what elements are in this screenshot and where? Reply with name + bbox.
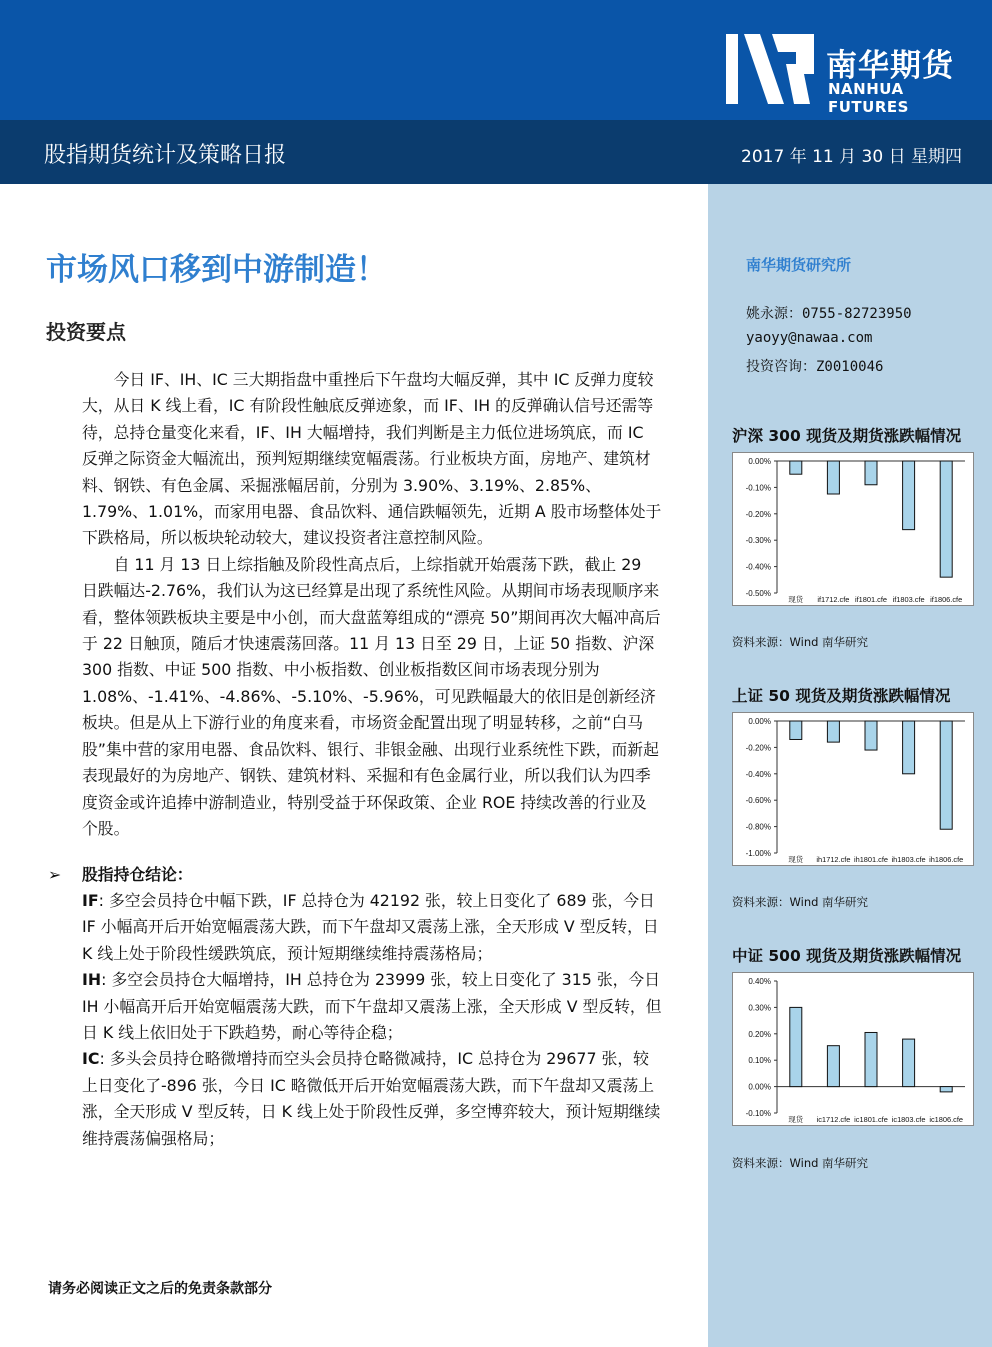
holdings-list	[82, 888, 662, 1152]
analyst-email[interactable]: yaoyy@nawaa.com	[746, 330, 873, 346]
chart-title: 沪深 300 现货及期货涨跌幅情况	[732, 427, 962, 445]
x-tick-label: 现货	[788, 595, 804, 604]
y-tick-label: -0.60%	[745, 796, 771, 806]
holdings-heading-label: 股指持仓结论：	[82, 865, 193, 884]
holding-item	[82, 967, 662, 1046]
x-tick-label: ic1801.cfe	[854, 1115, 888, 1124]
section-heading: 投资要点	[46, 320, 126, 344]
report-header-bar	[0, 120, 992, 184]
x-tick-label: ih1803.cfe	[891, 855, 926, 864]
bar	[903, 721, 915, 774]
holding-text: : 多空会员持仓大幅增持，IH 总持仓为 23999 张，较上日变化了 315 张，今日 IH 小幅高开后开始宽幅震荡大跌，而下午盘却又震荡上涨，全天形成 V 型反转，但日 K 线上依旧处于下跌趋势，耐心等待企稳；	[82, 970, 662, 1043]
x-tick-label: ih1712.cfe	[816, 855, 851, 864]
x-tick-label: ih1801.cfe	[853, 855, 889, 864]
x-tick-label: if1712.cfe	[817, 595, 850, 604]
x-tick-label: if1803.cfe	[892, 595, 925, 604]
company-logo	[726, 34, 976, 116]
y-tick-label: 0.00%	[748, 1082, 771, 1092]
report-date: 2017 年 11 月 30 日 星期四	[741, 147, 962, 167]
bar	[865, 1032, 877, 1086]
y-tick-label: -0.40%	[745, 769, 771, 779]
paragraph: 今日 IF、IH、IC 三大期指盘中重挫后下午盘均大幅反弹，其中 IC 反弹力度较大，从日 K 线上看，IC 有阶段性触底反弹迹象，而 IF、IH 的反弹确认信号还需等待，总持仓量变化来看，IF、IH 大幅增持，我们判断是主力低位进场筑底，而 IC 反弹之际资金大幅流出，预判短期继续宽幅震荡。行业板块方面，房地产、建筑材料、钢铁、有色金属、采掘涨幅居前，分别为 3.90%、3.19%、2.85%、1.79%、1.01%，而家用电器、食品饮料、通信跌幅领先，近期 A 股市场整体处于下跌格局，所以板块轮动较大，建议投资者注意控制风险。	[82, 370, 662, 548]
x-tick-label: ic1806.cfe	[929, 1115, 964, 1124]
holding-code: IF	[82, 891, 99, 910]
holding-code: IC	[82, 1049, 100, 1069]
arrow-bullet-icon: ➢	[48, 865, 62, 884]
logo-mark-icon	[726, 34, 822, 104]
y-tick-label: -0.50%	[745, 589, 771, 598]
y-tick-label: 0.40%	[748, 977, 771, 986]
chart-zz500	[732, 972, 974, 1126]
bar	[790, 721, 802, 739]
chart-title: 上证 50 现货及期货涨跌幅情况	[732, 687, 951, 705]
research-org: 南华期货研究所	[746, 256, 852, 274]
y-tick-label: -1.00%	[745, 849, 771, 858]
y-tick-label: 0.00%	[748, 717, 771, 726]
y-tick-label: -0.20%	[745, 509, 771, 519]
holding-text: : 多空会员持仓中幅下跌，IF 总持仓为 42192 张，较上日变化了 689 张，今日 IF 小幅高开后开始宽幅震荡大跌，而下午盘却又震荡上涨，全天形成 V 型反转，日 K 线上处于阶段性缓跌筑底，预计短期继续维持震荡格局；	[82, 891, 659, 963]
y-tick-label: -0.30%	[745, 536, 771, 546]
chart-svg	[733, 973, 973, 1125]
brand-name-en: NANHUA FUTURES	[828, 80, 909, 116]
source-note: 资料来源：Wind 南华研究	[732, 1156, 869, 1170]
holding-item	[82, 888, 662, 967]
source-note: 资料来源：Wind 南华研究	[732, 895, 869, 909]
x-tick-label: ic1712.cfe	[816, 1115, 851, 1124]
holding-text: : 多头会员持仓略微增持而空头会员持仓略微减持，IC 总持仓为 29677 张，较上日变化了-896 张，今日 IC 略微低开后开始宽幅震荡大跌，而下午盘却又震荡上涨，全天形成 V 型反转，日 K 线上处于阶段性反弹，多空博弈较大，预计短期继续维持震荡偏强格局；	[82, 1049, 661, 1148]
y-tick-label: 0.20%	[748, 1029, 771, 1039]
x-tick-label: 现货	[788, 855, 804, 864]
headline: 市场风口移到中游制造！	[46, 252, 387, 288]
x-tick-label: if1806.cfe	[930, 595, 963, 604]
bar	[827, 461, 839, 494]
y-tick-label: -0.20%	[745, 743, 771, 753]
summary-body	[82, 367, 662, 842]
bar	[940, 721, 952, 829]
y-tick-label: 0.00%	[748, 457, 771, 466]
y-tick-label: -0.40%	[745, 562, 771, 572]
chart-hs300	[732, 452, 974, 606]
bar	[865, 721, 877, 750]
bar	[940, 1087, 952, 1092]
bar	[790, 461, 802, 474]
y-tick-label: -0.10%	[745, 483, 771, 493]
bar	[903, 1039, 915, 1087]
paragraph: 自 11 月 13 日上综指触及阶段性高点后，上综指就开始震荡下跌，截止 29 日跌幅达-2.76%，我们认为这已经算是出现了系统性风险。从期间市场表现顺序来看，整体领跌板块主要是中小创，而大盘蓝筹组成的“漂亮 50”期间再次大幅冲高后于 22 日触顶，随后才快速震荡回落。11 月 13 日至 29 日，上证 50 指数、沪深 300 指数、中证 500 指数、中小板指数、创业板指数区间市场表现分别为 1.08%、-1.41%、-4.86%、-5.10%、-5.96%，可见跌幅最大的依旧是创新经济板块。但是从上下游行业的角度来看，市场资金配置出现了明显转移，之前“白马股”集中营的家用电器、食品饮料、银行、非银金融、出现行业系统性下跌，而新起表现最好的为房地产、钢铁、建筑材料、采掘和有色金属行业，所以我们认为四季度资金或许追捧中游制造业，特别受益于环保政策、企业 ROE 持续改善的行业及个股。	[82, 554, 661, 838]
chart-svg	[733, 713, 973, 865]
bar	[865, 461, 877, 485]
bar	[827, 1046, 839, 1087]
chart-title: 中证 500 现货及期货涨跌幅情况	[732, 947, 962, 965]
bar	[827, 721, 839, 742]
chart-sz50	[732, 712, 974, 866]
bar	[940, 461, 952, 577]
chart-svg	[733, 453, 973, 605]
x-tick-label: 现货	[788, 1115, 804, 1124]
x-tick-label: ic1803.cfe	[891, 1115, 926, 1124]
license-number: 投资咨询：Z0010046	[746, 359, 884, 375]
y-tick-label: -0.10%	[745, 1109, 771, 1118]
disclaimer-note: 请务必阅读正文之后的免责条款部分	[48, 1281, 272, 1297]
y-tick-label: 0.30%	[748, 1003, 771, 1013]
bar	[903, 461, 915, 530]
brand-name-cn: 南华期货	[826, 48, 954, 84]
holding-code: IH	[82, 970, 102, 990]
bar	[790, 1007, 802, 1086]
x-tick-label: ih1806.cfe	[929, 855, 964, 864]
holdings-heading	[48, 862, 193, 888]
y-tick-label: -0.80%	[745, 822, 771, 832]
x-tick-label: if1801.cfe	[854, 595, 888, 604]
source-note: 资料来源：Wind 南华研究	[732, 635, 869, 649]
y-tick-label: 0.10%	[748, 1056, 771, 1066]
holding-item	[82, 1046, 662, 1152]
analyst-contact: 姚永源：0755-82723950	[746, 306, 912, 322]
report-title: 股指期货统计及策略日报	[44, 143, 287, 168]
